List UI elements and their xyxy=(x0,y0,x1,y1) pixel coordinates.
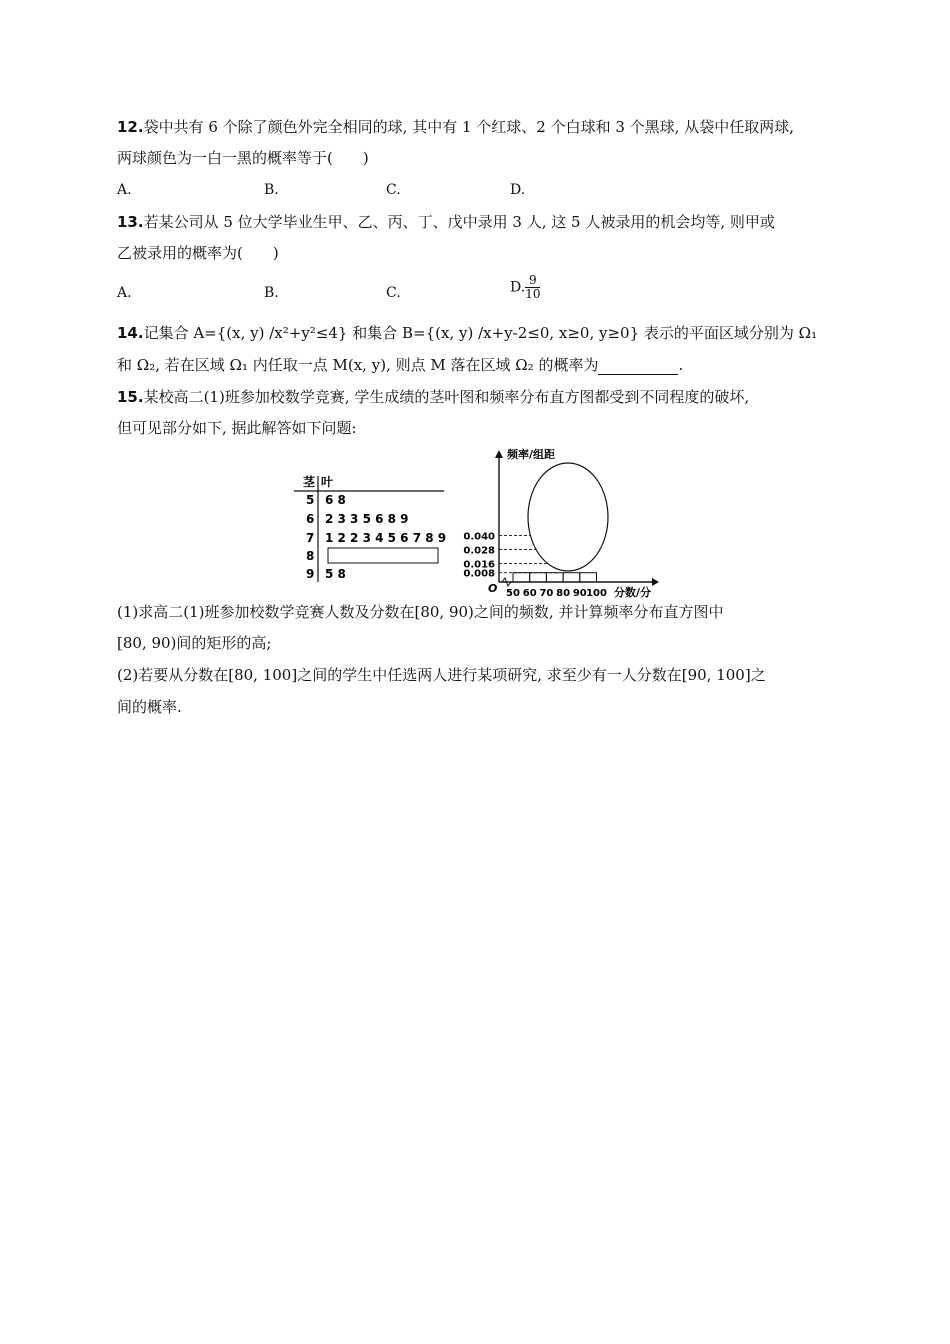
x-tick-label: 60 xyxy=(522,588,537,599)
leaves-7: 1 2 2 3 4 5 6 7 8 9 xyxy=(325,531,447,545)
answer-blank xyxy=(598,360,678,375)
q12-option-a: A. xyxy=(117,182,132,198)
q14-line2 xyxy=(117,355,683,375)
stem-7: 7 xyxy=(306,531,315,545)
y-tick-label: 0.028 xyxy=(463,545,495,557)
x-tick-label: 80 xyxy=(556,588,571,599)
q14-line1 xyxy=(117,323,817,343)
y-tick-label: 0.040 xyxy=(463,531,495,543)
x-axis-arrow xyxy=(652,578,659,586)
stem-6: 6 xyxy=(306,512,315,526)
q13-line2: 乙被录用的概率为( ) xyxy=(117,244,279,262)
q13-number: 13. xyxy=(117,213,144,231)
histogram-bar xyxy=(563,573,580,582)
fraction-numerator: 9 xyxy=(529,273,537,287)
y-axis-label: 频率/组距 xyxy=(507,448,556,461)
stem-8: 8 xyxy=(306,549,315,563)
q13-option-d xyxy=(510,274,540,301)
q14-number: 14. xyxy=(117,324,144,342)
q15-line1 xyxy=(117,387,749,407)
q14-text-end: . xyxy=(678,356,684,374)
x-tick-label: 50 xyxy=(506,588,520,599)
histogram-bar xyxy=(546,573,563,582)
stem-leaf-plot xyxy=(292,474,452,584)
q12-number: 12. xyxy=(117,118,144,136)
q13-option-b: B. xyxy=(264,285,279,301)
q13-text-1: 若某公司从 5 位大学毕业生甲、乙、丙、丁、戊中录用 3 人, 这 5 人被录用的机会均等, 则甲或 xyxy=(143,213,775,231)
fraction-denominator: 10 xyxy=(525,287,541,301)
q12-option-c: C. xyxy=(386,182,401,198)
histogram-bar xyxy=(580,573,597,582)
q15-line2: 但可见部分如下, 据此解答如下问题: xyxy=(117,419,357,437)
stem-5: 5 xyxy=(306,493,315,507)
leaves-9: 5 8 xyxy=(325,567,346,581)
obscured-leaves-box xyxy=(328,548,438,563)
q12-option-d: D. xyxy=(510,182,526,198)
q12-option-b: B. xyxy=(264,182,279,198)
stem-9: 9 xyxy=(306,567,315,581)
q13-line1 xyxy=(117,212,775,232)
obscuring-oval xyxy=(528,463,608,571)
stem-header: 茎 xyxy=(303,475,316,489)
q13-option-a: A. xyxy=(117,285,132,301)
frequency-histogram xyxy=(462,444,662,599)
q15-sub2-line1: (2)若要从分数在[80, 100]之间的学生中任选两人进行某项研究, 求至少有一人分数在[90, 100]之 xyxy=(117,666,766,684)
q15-sub1-line2: [80, 90)间的矩形的高; xyxy=(117,634,272,652)
q13-option-d-fraction xyxy=(525,274,540,301)
x-tick-label: 100 xyxy=(586,588,607,599)
q13-option-d-label: D. xyxy=(510,279,526,296)
leaves-5: 6 8 xyxy=(325,493,346,507)
q13-option-c: C. xyxy=(386,285,401,301)
y-tick-label: 0.016 xyxy=(463,559,495,571)
q12-text-1: 袋中共有 6 个除了颜色外完全相同的球, 其中有 1 个红球、2 个白球和 3 个黑球, 从袋中任取两球, xyxy=(143,118,794,136)
x-tick-label: 70 xyxy=(539,588,554,599)
x-axis-label: 分数/分 xyxy=(614,586,652,599)
q12-line2: 两球颜色为一白一黑的概率等于( ) xyxy=(117,149,369,167)
leaves-6: 2 3 3 5 6 8 9 xyxy=(325,512,409,526)
q14-text-2: 和 Ω₂, 若在区域 Ω₁ 内任取一点 M(x, y), 则点 M 落在区域 Ω₂ 的概率为 xyxy=(117,356,599,374)
q14-text-1: 记集合 A={(x, y) /x²+y²≤4} 和集合 B={(x, y) /x+y-2≤0, x≥0, y≥0} 表示的平面区域分别为 Ω₁ xyxy=(143,324,818,342)
x-tick-label: 90 xyxy=(572,588,587,599)
histogram-bar xyxy=(513,573,530,582)
q15-sub1-line1: (1)求高二(1)班参加校数学竞赛人数及分数在[80, 90)之间的频数, 并计算频率分布直方图中 xyxy=(117,603,724,621)
q15-text-1: 某校高二(1)班参加校数学竞赛, 学生成绩的茎叶图和频率分布直方图都受到不同程度的破坏, xyxy=(143,388,750,406)
q12-line1 xyxy=(117,117,794,137)
q15-number: 15. xyxy=(117,388,144,406)
leaf-header: 叶 xyxy=(321,475,334,489)
y-tick-label: 0.008 xyxy=(463,568,495,580)
origin-label: O xyxy=(488,582,498,595)
y-axis-arrow xyxy=(495,450,503,458)
histogram-bar xyxy=(530,573,547,582)
q15-sub2-line2: 间的概率. xyxy=(117,698,182,716)
